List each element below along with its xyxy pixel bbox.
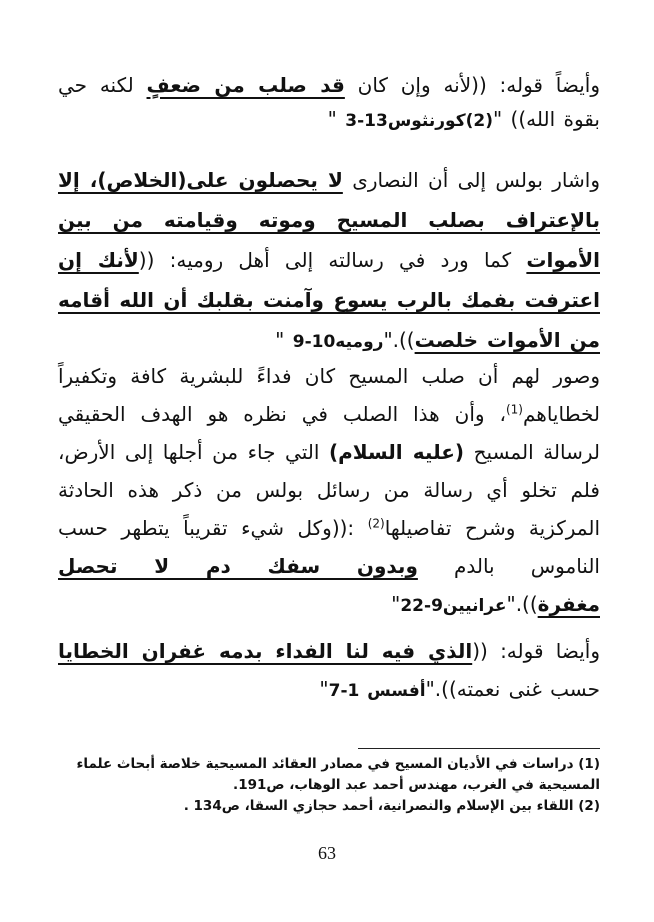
p2-text-f: " [275, 328, 293, 352]
page-number: 63 [318, 843, 336, 863]
p3-emphasis: وبدون سفك دم لا تحصل مغفرة [58, 554, 600, 616]
paragraph-2 [58, 160, 600, 362]
paragraph-3 [58, 357, 600, 625]
p3-text-a: وصور لهم أن صلب المسيح كان فداءً للبشرية كافة وتكفيراً لخطاياهم [58, 364, 600, 426]
p2-emphasis-2: لأنك إن اعترفت بفمك بالرب يسوع وآمنت بقلبك أن الله أقامه من الأموات خلصت [58, 248, 600, 352]
p4-bible-reference: أفسس 1-7 [328, 681, 426, 701]
p4-emphasis: الذي فيه لنا الفداء بدمه غفران الخطايا [58, 639, 473, 663]
p1-text-d: " [327, 107, 346, 131]
p3-text-g: ))." [506, 592, 538, 616]
footnote-1: (1) دراسات في الأديان المسيح في مصادر العقائد المسيحية خلاصة أبحاث علماء المسيحية في الغرب، مهندس أحمد عبد الوهاب، ص191. [76, 756, 600, 793]
p1-text-a: وأيضاً قوله: ((لأنه وإن كان [344, 73, 600, 97]
footnote-marker-1[interactable]: (1) [505, 402, 523, 417]
footnote-marker-2[interactable]: (2) [367, 516, 385, 531]
p3-text-h: " [391, 592, 401, 616]
p2-emphasis-1: لا يحصلون على(الخلاص)، إلا بالإعتراف بصلب المسيح وموته وقيامته من بين الأموات [58, 168, 600, 272]
p4-text-a: وأيضا قوله: (( [472, 639, 600, 663]
p4-text-c: حسب غنى نعمته))." [425, 677, 600, 701]
p1-bible-reference: (2)كورنثوس13-3 [345, 111, 493, 131]
paragraph-1 [58, 68, 600, 138]
p3-honorific: (عليه السلام) [328, 440, 465, 464]
p2-text-a: واشار بولس إلى أن النصارى [342, 168, 600, 192]
p1-text-c: لكنه حي بقوة الله)) " [58, 73, 600, 131]
footnotes [58, 754, 600, 817]
p1-emphasis: قد صلب من ضعفٍ [146, 73, 345, 97]
p3-bible-reference: عرانيين9-22 [400, 596, 507, 616]
p2-text-e: ))." [383, 328, 415, 352]
footnote-divider [358, 748, 600, 749]
p2-text-c: كما ورد في رسالته إلى أهل روميه: (( [138, 248, 527, 272]
p3-text-d: التي جاء من أجلها إلى الأرض، فلم تخلو أي رسالة من رسائل بولس من ذكر هذه الحادثة المركزية وشرح تفاصيلها [58, 440, 600, 540]
p2-bible-reference: روميه10-9 [292, 332, 384, 352]
footnote-2: (2) اللقاء بين الإسلام والنصرانية، أحمد حجازي السقا، ص134 . [183, 798, 600, 814]
paragraph-4 [58, 632, 600, 710]
p3-text-e: :((وكل شيء تقريباً يتطهر حسب الناموس بالدم [58, 516, 600, 578]
p3-text-b: ، وأن هذا الصلب في نظره هو الهدف الحقيقي لرسالة المسيح [58, 402, 600, 464]
p4-text-d: " [319, 677, 329, 701]
